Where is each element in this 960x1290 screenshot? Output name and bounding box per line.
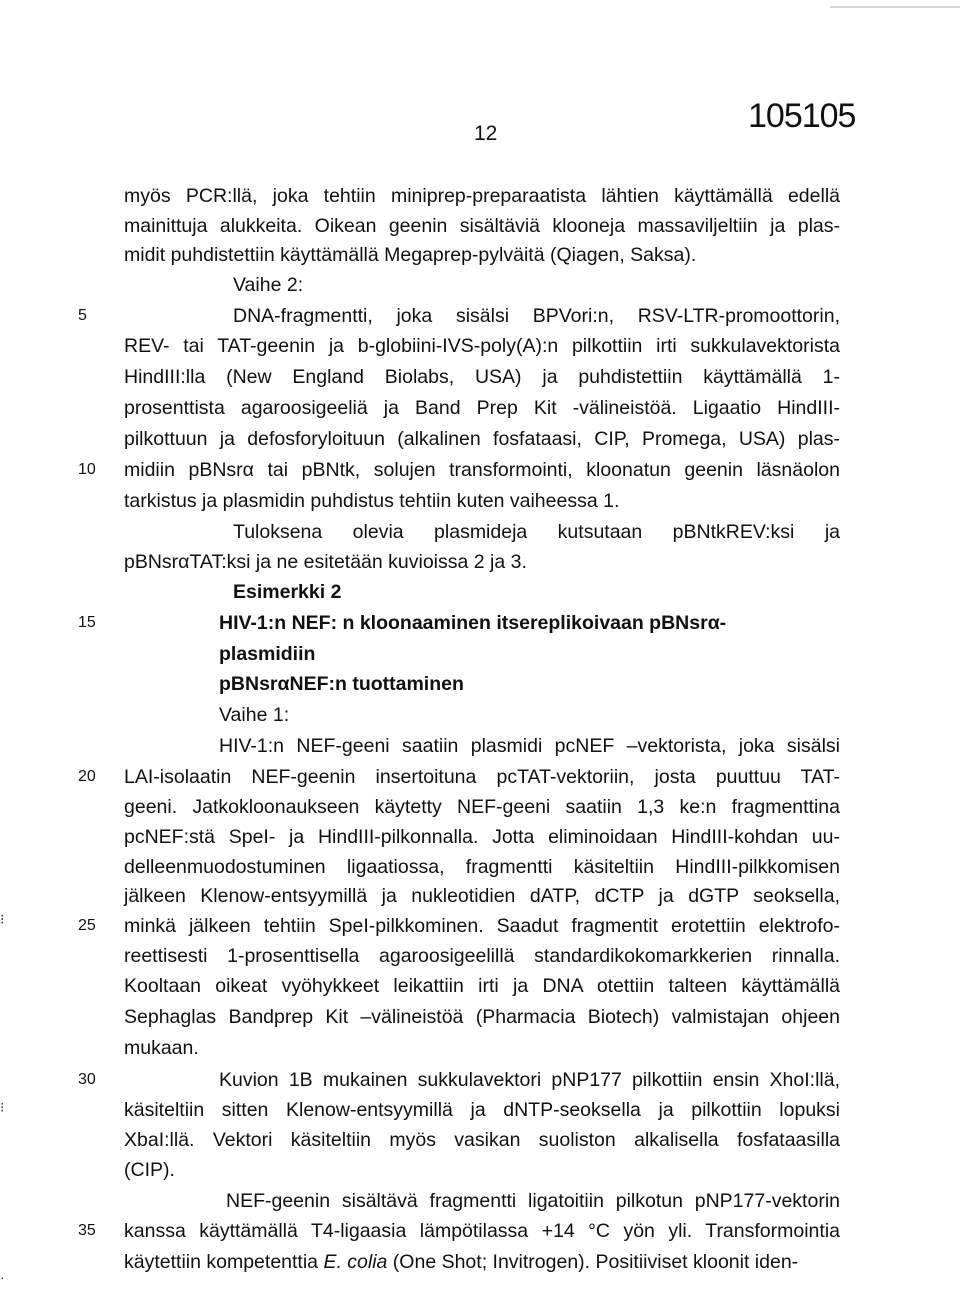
scan-speck: ⁝: [0, 911, 5, 927]
text-line: käsiteltiin sitten Klenow-entsyymillä ja dNTP-seoksella ja pilkottiin lopuksi: [124, 1099, 840, 1121]
document-number: 105105: [748, 97, 856, 135]
text-line: DNA-fragmentti, joka sisälsi BPVori:n, RSV-LTR-promoottorin,: [233, 305, 840, 327]
line-number-30: 30: [78, 1071, 96, 1088]
text-line: tarkistus ja plasmidin puhdistus tehtiin kuten vaiheessa 1.: [124, 490, 620, 512]
text-line: midit puhdistettiin käyttämällä Megaprep-pylväitä (Qiagen, Saksa).: [124, 244, 697, 266]
text-segment: käytettiin kompetenttia: [124, 1251, 324, 1273]
text-line: kanssa käyttämällä T4-ligaasia lämpötilassa +14 °C yön yli. Transformointia: [124, 1220, 840, 1242]
text-line: XbaI:llä. Vektori käsiteltiin myös vasikan suoliston alkalisella fosfataasilla: [124, 1129, 840, 1151]
text-line: prosenttista agaroosigeeliä ja Band Prep Kit -välineistöä. Ligaatio HindIII-: [124, 397, 840, 419]
top-edge-mark: [830, 6, 960, 8]
line-number-35: 35: [78, 1222, 96, 1239]
text-line: Kuvion 1B mukainen sukkulavektori pNP177 pilkottiin ensin XhoI:llä,: [219, 1069, 840, 1091]
text-line: Kooltaan oikeat vyöhykkeet leikattiin irti ja DNA otettiin talteen käyttämällä: [124, 975, 840, 997]
species-name: E. colia: [323, 1251, 388, 1273]
text-line: Sephaglas Bandprep Kit –välineistöä (Pharmacia Biotech) valmistajan ohjeen: [124, 1006, 840, 1028]
step-heading: Vaihe 1:: [219, 704, 290, 726]
section-title: plasmidiin: [219, 643, 316, 665]
text-line: HIV-1:n NEF-geeni saatiin plasmidi pcNEF –vektorista, joka sisälsi: [219, 735, 840, 757]
text-line: (CIP).: [124, 1159, 175, 1181]
line-number-20: 20: [78, 768, 96, 785]
text-line: reettisesti 1-prosenttisella agaroosigeelillä standardikokomarkkerien rinnalla.: [124, 945, 840, 967]
text-line: geeni. Jatkokloonaukseen käytetty NEF-geeni saatiin 1,3 ke:n fragmenttina: [124, 796, 840, 818]
text-line: pcNEF:stä SpeI- ja HindIII-pilkonnalla. Jotta eliminoidaan HindIII-kohdan uu-: [124, 826, 840, 848]
text-segment: (One Shot; Invitrogen). Positiiviset kloonit iden-: [387, 1251, 799, 1273]
text-line: delleenmuodostuminen ligaatiossa, fragmentti käsiteltiin HindIII-pilkkomisen: [124, 856, 840, 878]
line-number-10: 10: [78, 461, 96, 478]
scan-speck: ·: [0, 1269, 5, 1285]
text-line: REV- tai TAT-geenin ja b-globiini-IVS-poly(A):n pilkottiin irti sukkulavektorista: [124, 335, 840, 357]
text-line: jälkeen Klenow-entsyymillä ja nukleotidien dATP, dCTP ja dGTP seoksella,: [124, 885, 840, 907]
subsection-title: pBNsrαNEF:n tuottaminen: [219, 673, 464, 695]
line-number-5: 5: [78, 307, 87, 324]
text-line: [124, 1248, 840, 1276]
text-line: pilkottuun ja defosforyloituun (alkalinen fosfataasi, CIP, Promega, USA) plas-: [124, 428, 840, 450]
text-line: mainittuja alukkeita. Oikean geenin sisältäviä klooneja massaviljeltiin ja plas-: [124, 215, 840, 237]
section-title: HIV-1:n NEF: n kloonaaminen itsereplikoivaan pBNsrα-: [219, 612, 727, 634]
text-line: minkä jälkeen tehtiin SpeI-pilkkominen. Saadut fragmentit erotettiin elektrofo-: [124, 915, 840, 937]
line-number-25: 25: [78, 917, 96, 934]
text-line: mukaan.: [124, 1037, 199, 1059]
scan-speck: ⁝: [0, 1099, 5, 1115]
text-line: NEF-geenin sisältävä fragmentti ligatoitiin pilkotun pNP177-vektorin: [226, 1190, 840, 1212]
text-line: LAI-isolaatin NEF-geenin insertoituna pcTAT-vektoriin, josta puuttuu TAT-: [124, 766, 840, 788]
step-heading: Vaihe 2:: [233, 274, 304, 296]
text-line: HindIII:lla (New England Biolabs, USA) ja puhdistettiin käyttämällä 1-: [124, 366, 840, 388]
text-line: myös PCR:llä, joka tehtiin miniprep-preparaatista lähtien käyttämällä edellä: [124, 185, 840, 207]
line-number-15: 15: [78, 614, 96, 631]
page-number: 12: [474, 122, 498, 145]
text-line: midiin pBNsrα tai pBNtk, solujen transformointi, kloonatun geenin läsnäolon: [124, 459, 840, 481]
text-line: Tuloksena olevia plasmideja kutsutaan pBNtkREV:ksi ja: [233, 521, 840, 543]
text-line: pBNsrαTAT:ksi ja ne esitetään kuvioissa 2 ja 3.: [124, 551, 527, 573]
example-heading: Esimerkki 2: [233, 581, 342, 603]
